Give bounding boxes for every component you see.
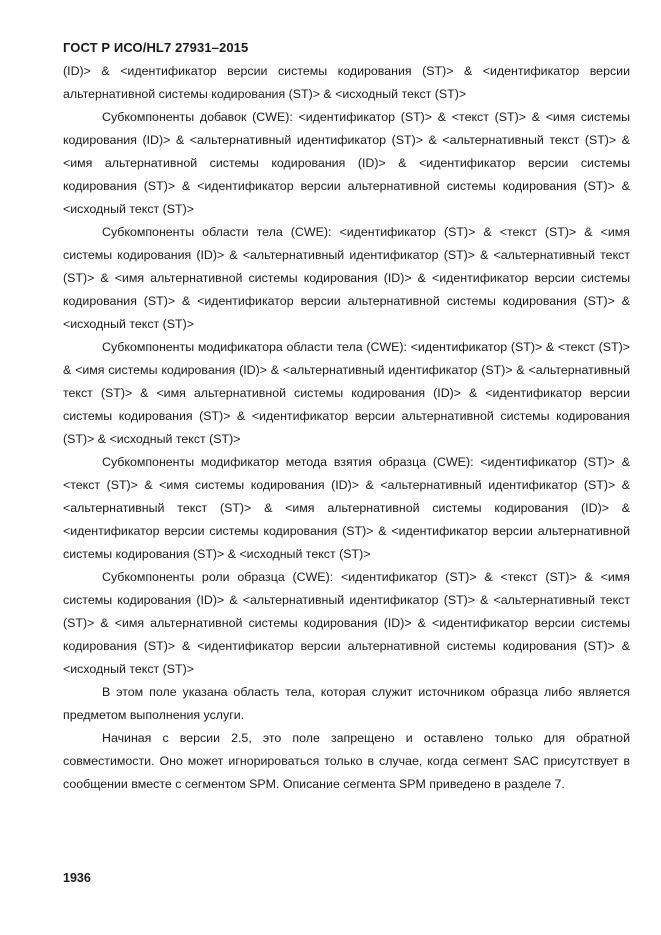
paragraph-body-site-modifier-subcomponents: Субкомпоненты модификатора области тела (CWE): <идентификатор (ST)> & <текст (ST)> & <имя системы кодирования (ID)> & <альтернативный идентификатор (ST)> & <альтернативный текст (ST)> & <имя альтернативной системы кодирования (ID)> & <идентификатор версии системы кодирования (ST)> & <идентификатор версии альтернативной системы кодирования (ST)> & <исходный текст (ST)> bbox=[63, 340, 630, 446]
paragraph-specimen-role-subcomponents: Субкомпоненты роли образца (CWE): <идентификатор (ST)> & <текст (ST)> & <имя системы кодирования (ID)> & <альтернативный идентификатор (ST)> & <альтернативный текст (ST)> & <имя альтернативной системы кодирования (ID)> & <идентификатор версии системы кодирования (ST)> & <идентификатор версии альтернативной системы кодирования (ST)> & <исходный текст (ST)> bbox=[63, 570, 630, 676]
paragraph-deprecation-note: Начиная с версии 2.5, это поле запрещено и оставлено только для обратной совместимости. Оно может игнорироваться только в случае, когда сегмент SAC присутствует в сообщении вместе с сегментом SPM. Описание сегмента SPM приведено в разделе 7. bbox=[63, 731, 630, 791]
paragraph-field-description: В этом поле указана область тела, которая служит источником образца либо является предметом выполнения услуги. bbox=[63, 685, 630, 722]
document-header: ГОСТ Р ИСО/HL7 27931–2015 bbox=[63, 40, 249, 55]
paragraph-continuation: (ID)> & <идентификатор версии системы кодирования (ST)> & <идентификатор версии альтернативной системы кодирования (ST)> & <исходный текст (ST)> bbox=[63, 64, 630, 101]
paragraph-body-site-subcomponents: Субкомпоненты области тела (CWE): <идентификатор (ST)> & <текст (ST)> & <имя системы кодирования (ID)> & <альтернативный идентификатор (ST)> & <альтернативный текст (ST)> & <имя альтернативной системы кодирования (ID)> & <идентификатор версии системы кодирования (ST)> & <идентификатор версии альтернативной системы кодирования (ST)> & <исходный текст (ST)> bbox=[63, 225, 630, 331]
paragraph-collection-method-modifier-subcomponents: Субкомпоненты модификатор метода взятия образца (CWE): <идентификатор (ST)> & <текст (ST)> & <имя системы кодирования (ID)> & <альтернативный идентификатор (ST)> & <альтернативный текст (ST)> & <имя альтернативной системы кодирования (ID)> & <идентификатор версии системы кодирования (ST)> & <идентификатор версии альтернативной системы кодирования (ST)> & <исходный текст (ST)> bbox=[63, 455, 630, 561]
paragraph-additives-subcomponents: Субкомпоненты добавок (CWE): <идентификатор (ST)> & <текст (ST)> & <имя системы кодирования (ID)> & <альтернативный идентификатор (ST)> & <альтернативный текст (ST)> & <имя альтернативной системы кодирования (ID)> & <идентификатор версии системы кодирования (ST)> & <идентификатор версии альтернативной системы кодирования (ST)> & <исходный текст (ST)> bbox=[63, 110, 630, 216]
page-number: 1936 bbox=[63, 871, 91, 885]
document-body bbox=[63, 60, 630, 796]
